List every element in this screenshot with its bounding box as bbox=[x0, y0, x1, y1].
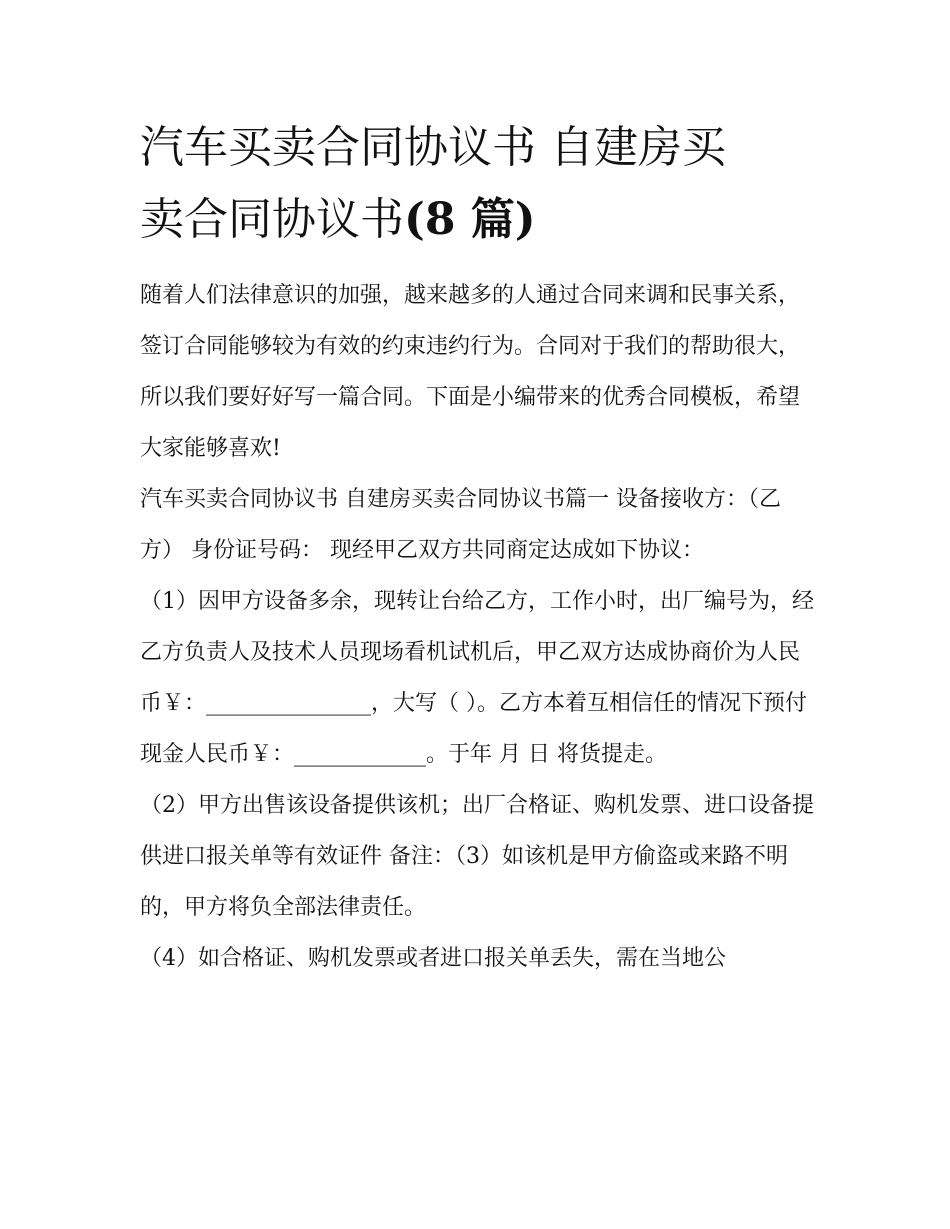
section-heading-paragraph: 汽车买卖合同协议书 自建房买卖合同协议书篇一 设备接收方：（乙方） 身份证号码： 现经甲乙双方共同商定达成如下协议： bbox=[140, 487, 781, 563]
document-body bbox=[140, 270, 815, 984]
document-page bbox=[140, 112, 815, 984]
document-title bbox=[140, 112, 815, 256]
clause-4-paragraph: （4）如合格证、购机发票或者进口报关单丢失，需在当地公 bbox=[140, 946, 726, 971]
title-count: (8 篇) bbox=[404, 194, 536, 245]
clause-2-paragraph: （2）甲方出售该设备提供该机；出厂合格证、购机发票、进口设备提供进口报关单等有效证件 备注：（3）如该机是甲方偷盗或来路不明的，甲方将负全部法律责任。 bbox=[140, 793, 814, 920]
clause-1-paragraph: （1）因甲方设备多余，现转让台给乙方，工作小时，出厂编号为，经乙方负责人及技术人员现场看机试机后，甲乙双方达成协商价为人民币￥：_______________，大写（ ）。乙方本着互相信任的情况下预付现金人民币￥：____________。于年 月 日 将货提走。 bbox=[140, 589, 814, 767]
title-line-2: 卖合同协议书 bbox=[140, 194, 404, 245]
title-line-1: 汽车买卖合同协议书 自建房买 bbox=[140, 122, 726, 173]
intro-paragraph: 随着人们法律意识的加强，越来越多的人通过合同来调和民事关系，签订合同能够较为有效的约束违约行为。合同对于我们的帮助很大，所以我们要好好写一篇合同。下面是小编带来的优秀合同模板，希望大家能够喜欢! bbox=[140, 283, 801, 461]
